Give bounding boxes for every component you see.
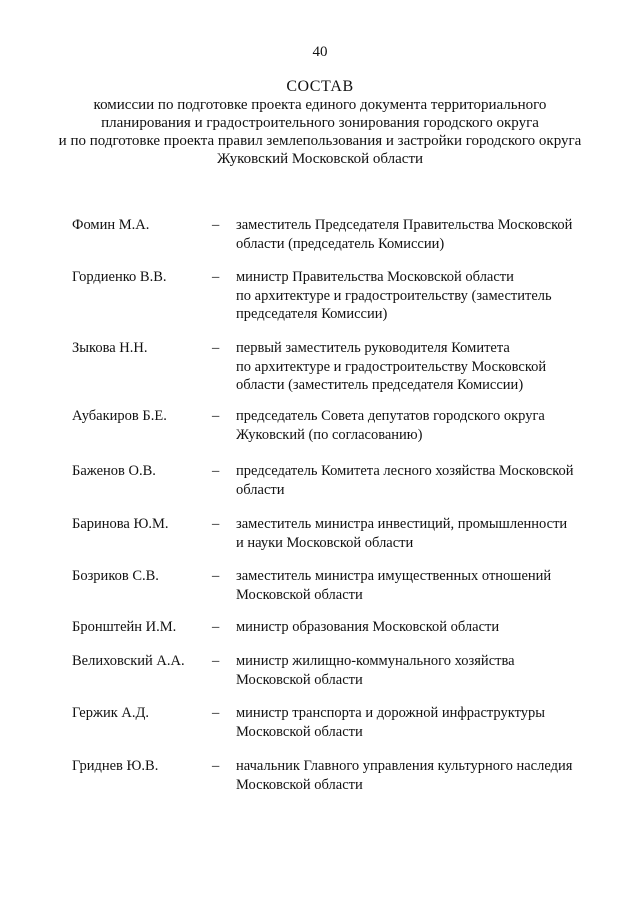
- separator-dash: –: [212, 619, 220, 635]
- member-row: [0, 704, 640, 757]
- member-name: Фомин М.А.: [72, 217, 150, 233]
- member-role: [236, 268, 608, 324]
- separator-dash: –: [212, 653, 220, 669]
- member-row: [0, 567, 640, 618]
- role-line: первый заместитель руководителя Комитета: [236, 340, 510, 356]
- heading-line: Жуковский Московской области: [216, 151, 424, 167]
- member-row: [0, 407, 640, 462]
- member-role: [236, 757, 608, 794]
- heading-line: комиссии по подготовке проекта единого документа территориального: [93, 97, 547, 113]
- member-name: Гордиенко В.В.: [72, 269, 167, 285]
- member-row: [0, 216, 640, 268]
- member-name: Велиховский А.А.: [72, 653, 185, 669]
- separator-dash: –: [212, 269, 220, 285]
- separator-dash: –: [212, 758, 220, 774]
- separator-dash: –: [212, 516, 220, 532]
- separator-dash: –: [212, 408, 220, 424]
- role-line: министр транспорта и дорожной инфраструктуры: [236, 705, 545, 721]
- role-line: председатель Совета депутатов городского округа: [236, 408, 545, 424]
- role-line: заместитель министра инвестиций, промышленности: [236, 516, 568, 532]
- member-name: Баженов О.В.: [72, 463, 156, 479]
- separator-dash: –: [212, 340, 220, 356]
- member-row: [0, 757, 640, 797]
- heading-line: планирования и градостроительного зонирования городского округа: [101, 115, 539, 131]
- role-line: Жуковский (по согласованию): [236, 426, 423, 443]
- role-line: заместитель министра имущественных отношений: [236, 568, 552, 584]
- member-row: [0, 339, 640, 407]
- member-row: [0, 515, 640, 567]
- role-line: министр Правительства Московской области: [236, 269, 514, 285]
- member-list: [0, 216, 640, 797]
- separator-dash: –: [212, 217, 220, 233]
- member-name: Баринова Ю.М.: [72, 516, 169, 532]
- member-row: [0, 618, 640, 652]
- role-line: заместитель Председателя Правительства Московской: [236, 217, 573, 233]
- member-role: [236, 462, 608, 499]
- member-row: [0, 462, 640, 515]
- role-line: Московской области: [236, 776, 363, 793]
- role-line: министр образования Московской области: [236, 619, 500, 635]
- member-role: [236, 652, 608, 689]
- role-line: области (заместитель председателя Комиссии): [236, 377, 524, 393]
- separator-dash: –: [212, 463, 220, 479]
- role-line: и науки Московской области: [236, 534, 414, 551]
- separator-dash: –: [212, 705, 220, 721]
- member-role: [236, 567, 608, 604]
- member-role: [236, 618, 608, 637]
- role-line: председатель Комитета лесного хозяйства Московской: [236, 463, 574, 479]
- document-heading: [40, 78, 600, 168]
- page-number: 40: [312, 44, 328, 60]
- member-role: [236, 704, 608, 741]
- role-line: по архитектуре и градостроительству (заместитель: [236, 287, 552, 304]
- role-line: Московской области: [236, 586, 363, 603]
- member-name: Зыкова Н.Н.: [72, 340, 148, 356]
- separator-dash: –: [212, 568, 220, 584]
- member-role: [236, 216, 608, 253]
- member-role: [236, 407, 608, 444]
- member-name: Бозриков С.В.: [72, 568, 159, 584]
- member-row: [0, 268, 640, 339]
- member-name: Бронштейн И.М.: [72, 619, 177, 635]
- role-line: председателя Комиссии): [236, 306, 388, 322]
- role-line: по архитектуре и градостроительству Московской: [236, 358, 547, 375]
- member-row: [0, 652, 640, 704]
- role-line: начальник Главного управления культурного наследия: [236, 758, 573, 774]
- member-role: [236, 515, 608, 552]
- role-line: Московской области: [236, 671, 363, 688]
- member-name: Гриднев Ю.В.: [72, 758, 159, 774]
- member-role: [236, 339, 608, 395]
- member-name: Аубакиров Б.Е.: [72, 408, 167, 424]
- heading-line: и по подготовке проекта правил землепользования и застройки городского округа: [58, 133, 582, 149]
- member-name: Гержик А.Д.: [72, 705, 150, 721]
- role-line: Московской области: [236, 723, 363, 740]
- document-title: СОСТАВ: [286, 78, 354, 95]
- role-line: области (председатель Комиссии): [236, 235, 445, 252]
- role-line: области: [236, 481, 285, 498]
- role-line: министр жилищно-коммунального хозяйства: [236, 653, 515, 669]
